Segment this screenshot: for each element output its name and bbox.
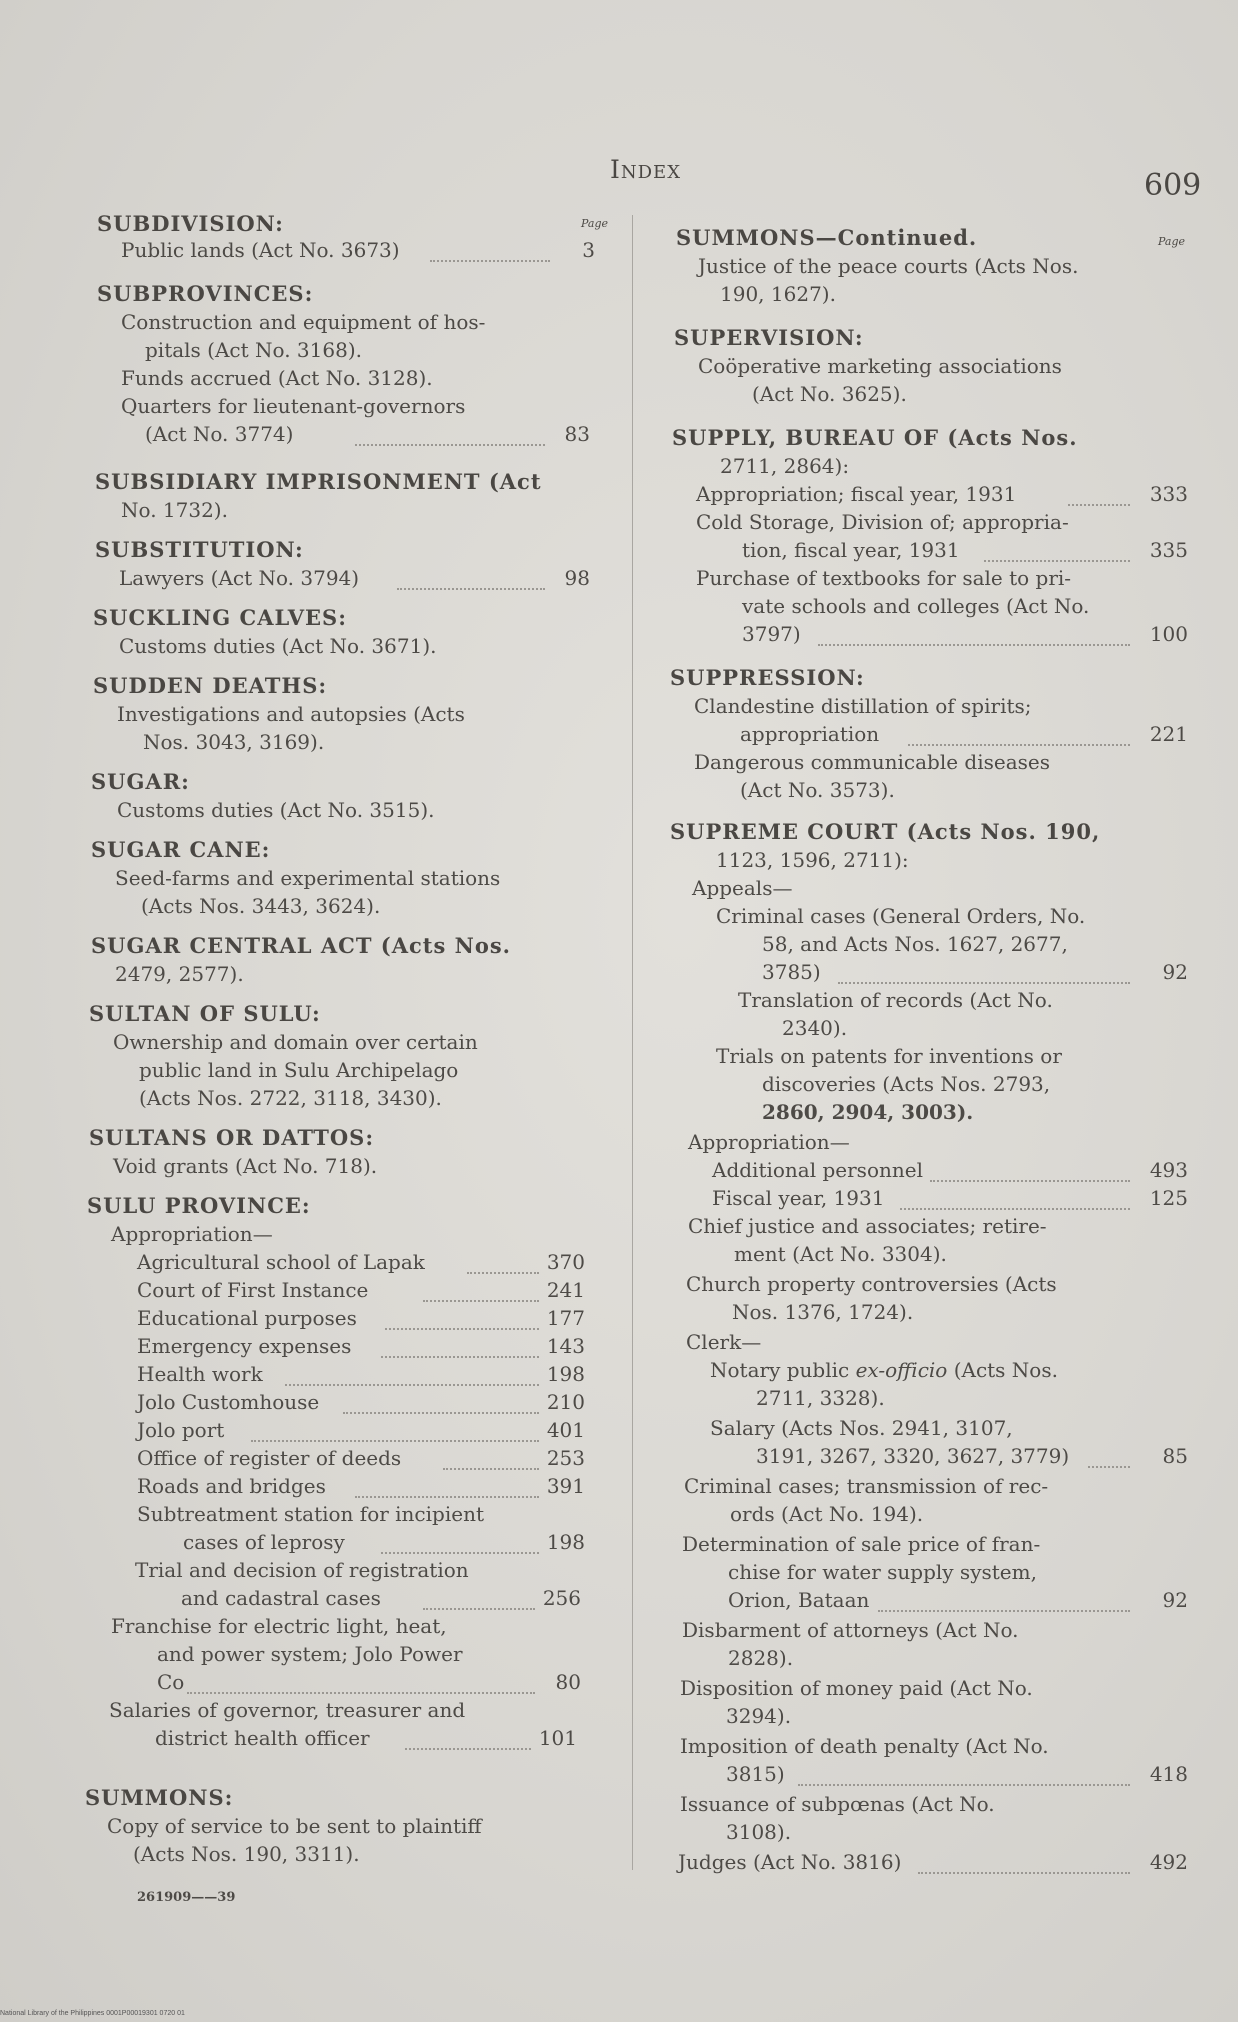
dot-leader	[381, 1356, 539, 1358]
index-entry: Translation of records (Act No.	[738, 988, 1053, 1012]
index-entry: Roads and bridges	[137, 1474, 326, 1498]
index-subheading: Appropriation—	[688, 1130, 850, 1154]
index-entry: 58, and Acts Nos. 1627, 2677,	[762, 932, 1068, 956]
page-title: Index	[610, 155, 682, 184]
index-entry: (Acts Nos. 3443, 3624).	[141, 894, 381, 918]
page-ref: 177	[546, 1306, 585, 1330]
index-entry: (Act No. 3625).	[752, 382, 907, 406]
index-heading: SUCKLING CALVES:	[93, 605, 347, 630]
index-heading: SULU PROVINCE:	[87, 1193, 311, 1218]
page-ref: 333	[1149, 482, 1188, 506]
dot-leader	[878, 1610, 1130, 1612]
index-entry: Customs duties (Act No. 3515).	[117, 798, 435, 822]
index-heading: SUBPROVINCES:	[97, 281, 314, 306]
index-subheading: Appeals—	[692, 876, 793, 900]
page-ref: 101	[538, 1726, 577, 1750]
dot-leader	[285, 1384, 539, 1386]
dot-leader	[355, 444, 545, 446]
index-entry: Salary (Acts Nos. 2941, 3107,	[710, 1416, 1013, 1440]
index-entry: Court of First Instance	[137, 1278, 369, 1302]
index-heading: SUPPLY, BUREAU OF (Acts Nos.	[672, 425, 1078, 450]
page-ref: 391	[546, 1474, 585, 1498]
index-entry: 3108).	[726, 1820, 792, 1844]
dot-leader	[423, 1608, 535, 1610]
dot-leader	[187, 1692, 535, 1694]
index-entry: Criminal cases (General Orders, No.	[716, 904, 1086, 928]
page-ref: 85	[1162, 1444, 1188, 1468]
index-entry: Issuance of subpœnas (Act No.	[680, 1792, 995, 1816]
page-ref: 221	[1149, 722, 1188, 746]
index-entry: vate schools and colleges (Act No.	[742, 594, 1090, 618]
dot-leader	[467, 1272, 539, 1274]
dot-leader	[430, 260, 550, 262]
dot-leader	[423, 1300, 539, 1302]
page-number: 609	[1144, 168, 1202, 203]
index-entry: pitals (Act No. 3168).	[145, 338, 362, 362]
dot-leader	[930, 1180, 1130, 1182]
index-entry: appropriation	[740, 722, 880, 746]
index-entry: Health work	[137, 1362, 263, 1386]
dot-leader	[900, 1208, 1130, 1210]
index-entry: 2711, 2864):	[720, 454, 850, 478]
scan-credit: National Library of the Philippines 0001P00019301 0720 01	[0, 2010, 185, 2017]
index-heading: SUGAR:	[91, 769, 190, 794]
dot-leader	[918, 1872, 1130, 1874]
index-entry: Trials on patents for inventions or	[716, 1044, 1062, 1068]
index-entry: Agricultural school of Lapak	[137, 1250, 425, 1274]
index-entry: Investigations and autopsies (Acts	[117, 702, 465, 726]
index-entry: 3815)	[726, 1762, 785, 1786]
index-entry: Judges (Act No. 3816)	[678, 1850, 902, 1874]
index-entry: Salaries of governor, treasurer and	[109, 1698, 466, 1722]
index-heading: SUPREME COURT (Acts Nos. 190,	[670, 819, 1101, 844]
dot-leader	[984, 560, 1130, 562]
page-ref: 125	[1149, 1186, 1188, 1210]
index-entry: Coöperative marketing associations	[698, 354, 1062, 378]
index-entry	[710, 1356, 1058, 1384]
index-entry: public land in Sulu Archipelago	[139, 1058, 459, 1082]
index-entry: Franchise for electric light, heat,	[111, 1614, 447, 1638]
index-entry: Co	[157, 1670, 185, 1694]
page-ref: 143	[546, 1334, 585, 1358]
index-heading: SUMMONS—Continued.	[676, 225, 978, 250]
index-heading: SUBSIDIARY IMPRISONMENT (Act	[95, 469, 542, 494]
index-heading: SUGAR CANE:	[91, 837, 271, 862]
dot-leader	[908, 744, 1130, 746]
dot-leader	[405, 1748, 531, 1750]
index-entry: Additional personnel	[712, 1158, 923, 1182]
index-entry: Lawyers (Act No. 3794)	[119, 566, 360, 590]
index-entry: Cold Storage, Division of; appropria-	[696, 510, 1069, 534]
index-entry: Appropriation; fiscal year, 1931	[696, 482, 1017, 506]
notary-acts: (Acts Nos.	[947, 1358, 1058, 1382]
index-entry: Dangerous communicable diseases	[694, 750, 1051, 774]
index-entry: Jolo port	[137, 1418, 225, 1442]
notary-text: Notary public	[710, 1358, 856, 1382]
page-ref: 80	[555, 1670, 581, 1694]
index-subheading: Clerk—	[686, 1330, 762, 1354]
index-entry: Chief justice and associates; retire-	[688, 1214, 1047, 1238]
print-code: 261909——39	[137, 1890, 236, 1905]
index-entry: Trial and decision of registration	[135, 1558, 469, 1582]
page-ref: 492	[1149, 1850, 1188, 1874]
index-entry: Void grants (Act No. 718).	[113, 1154, 378, 1178]
page-ref: 198	[546, 1530, 585, 1554]
index-entry: Jolo Customhouse	[137, 1390, 320, 1414]
page-ref: 253	[546, 1446, 585, 1470]
index-heading: SUGAR CENTRAL ACT (Acts Nos.	[91, 933, 511, 958]
index-heading: SUBSTITUTION:	[95, 537, 304, 562]
dot-leader	[355, 1496, 539, 1498]
index-entry: No. 1732).	[121, 498, 228, 522]
index-entry: Determination of sale price of fran-	[682, 1532, 1041, 1556]
index-entry: 2340).	[782, 1016, 848, 1040]
index-entry: Disposition of money paid (Act No.	[680, 1676, 1033, 1700]
page-ref: 370	[546, 1250, 585, 1274]
page-ref: 83	[564, 422, 590, 446]
index-entry: 2711, 3328).	[756, 1386, 885, 1410]
index-entry: 2860, 2904, 3003).	[762, 1100, 974, 1124]
page-ref: 418	[1149, 1762, 1188, 1786]
dot-leader	[381, 1552, 539, 1554]
index-entry: Copy of service to be sent to plaintiff	[107, 1814, 482, 1838]
index-entry: Construction and equipment of hos-	[121, 310, 486, 334]
index-heading: SUPERVISION:	[674, 325, 864, 350]
index-heading: SULTANS OR DATTOS:	[89, 1125, 375, 1150]
page-ref: 3	[582, 238, 595, 262]
index-entry: chise for water supply system,	[728, 1560, 1037, 1584]
index-entry: Disbarment of attorneys (Act No.	[682, 1618, 1019, 1642]
index-entry: (Acts Nos. 2722, 3118, 3430).	[139, 1086, 442, 1110]
page-ref: 100	[1149, 622, 1188, 646]
index-entry: Church property controversies (Acts	[686, 1272, 1057, 1296]
page-column-label: Page	[581, 217, 609, 230]
dot-leader	[343, 1412, 539, 1414]
index-entry: Office of register of deeds	[137, 1446, 402, 1470]
index-entry: discoveries (Acts Nos. 2793,	[762, 1072, 1051, 1096]
page-ref: 92	[1162, 1588, 1188, 1612]
page-ref: 241	[546, 1278, 585, 1302]
index-entry: Orion, Bataan	[728, 1588, 870, 1612]
index-entry: 3294).	[726, 1704, 792, 1728]
dot-leader	[838, 982, 1130, 984]
page-ref: 335	[1149, 538, 1188, 562]
page-ref: 493	[1149, 1158, 1188, 1182]
index-entry: and cadastral cases	[181, 1586, 381, 1610]
page-ref: 256	[542, 1586, 581, 1610]
index-entry: Emergency expenses	[137, 1334, 352, 1358]
index-heading: SUBDIVISION:	[97, 211, 284, 236]
index-entry: 3191, 3267, 3320, 3627, 3779)	[756, 1444, 1070, 1468]
index-heading: SUMMONS:	[85, 1785, 234, 1810]
index-entry: Justice of the peace courts (Acts Nos.	[698, 254, 1079, 278]
index-entry: ords (Act No. 194).	[730, 1502, 924, 1526]
latin-term: ex-officio	[855, 1358, 948, 1382]
index-entry: (Acts Nos. 190, 3311).	[133, 1842, 360, 1866]
dot-leader	[1088, 1466, 1130, 1468]
index-entry: Seed-farms and experimental stations	[115, 866, 501, 890]
index-entry: Funds accrued (Act No. 3128).	[121, 366, 433, 390]
index-entry: Purchase of textbooks for sale to pri-	[696, 566, 1072, 590]
index-entry: tion, fiscal year, 1931	[742, 538, 960, 562]
index-entry: Subtreatment station for incipient	[137, 1502, 484, 1526]
index-entry: (Act No. 3774)	[145, 422, 294, 446]
dot-leader	[818, 644, 1130, 646]
index-entry: 190, 1627).	[720, 282, 836, 306]
page-ref: 92	[1162, 960, 1188, 984]
index-entry: district health officer	[155, 1726, 370, 1750]
index-subheading: Appropriation—	[111, 1222, 273, 1246]
index-entry: Customs duties (Act No. 3671).	[119, 634, 437, 658]
index-heading: SUDDEN DEATHS:	[93, 673, 328, 698]
index-entry: 3797)	[742, 622, 801, 646]
index-entry: Ownership and domain over certain	[113, 1030, 478, 1054]
index-entry: 3785)	[762, 960, 821, 984]
column-divider	[632, 215, 633, 1870]
index-entry: cases of leprosy	[183, 1530, 345, 1554]
index-entry: Educational purposes	[137, 1306, 357, 1330]
index-heading: SUPPRESSION:	[670, 665, 865, 690]
index-entry: Quarters for lieutenant-governors	[121, 394, 466, 418]
index-entry: ment (Act No. 3304).	[734, 1242, 947, 1266]
index-entry: Public lands (Act No. 3673)	[121, 238, 400, 262]
index-entry: 1123, 1596, 2711):	[716, 848, 909, 872]
dot-leader	[251, 1440, 539, 1442]
dot-leader	[1068, 504, 1130, 506]
index-entry: 2479, 2577).	[115, 962, 244, 986]
page-ref: 98	[564, 566, 590, 590]
index-entry: and power system; Jolo Power	[157, 1642, 463, 1666]
page-column-label: Page	[1158, 235, 1186, 248]
page-ref: 210	[546, 1390, 585, 1414]
dot-leader	[385, 1328, 539, 1330]
dot-leader	[798, 1784, 1130, 1786]
page-ref: 401	[546, 1418, 585, 1442]
index-entry: Nos. 1376, 1724).	[732, 1300, 914, 1324]
index-entry: Clandestine distillation of spirits;	[694, 694, 1032, 718]
index-entry: Fiscal year, 1931	[712, 1186, 885, 1210]
index-entry: Criminal cases; transmission of rec-	[684, 1474, 1049, 1498]
dot-leader	[397, 588, 545, 590]
page-ref: 198	[546, 1362, 585, 1386]
index-entry: (Act No. 3573).	[740, 778, 895, 802]
index-entry: Imposition of death penalty (Act No.	[680, 1734, 1049, 1758]
index-entry: 2828).	[728, 1646, 794, 1670]
index-heading: SULTAN OF SULU:	[89, 1001, 321, 1026]
dot-leader	[443, 1468, 539, 1470]
index-entry: Nos. 3043, 3169).	[143, 730, 325, 754]
